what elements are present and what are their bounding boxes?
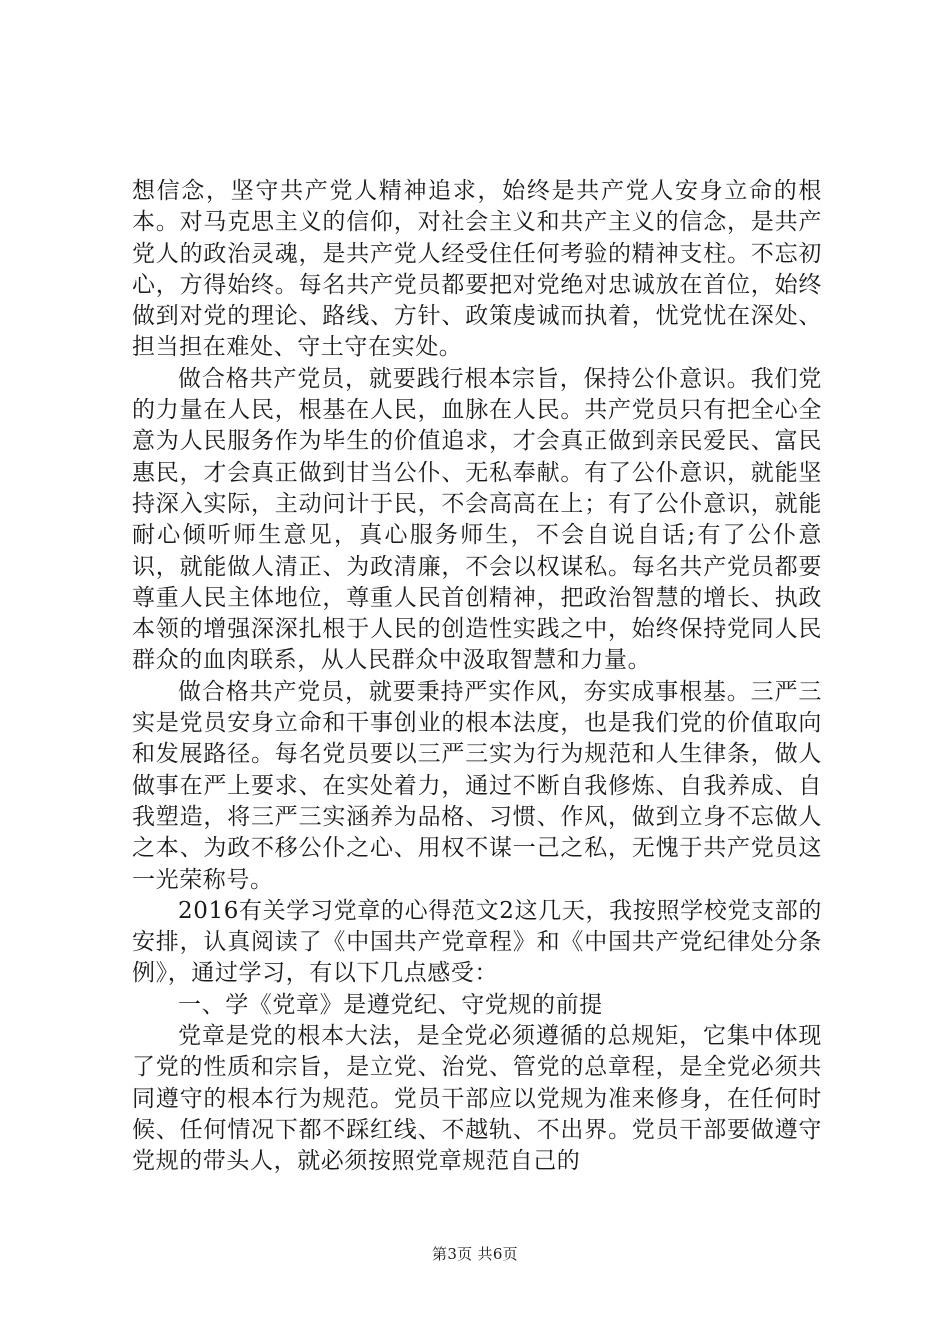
section-heading: 一、学《党章》是遵党纪、守党规的前提 — [178, 991, 603, 1018]
paragraph-4: 2016有关学习党章的心得范文2这几天，我按照学校党支部的安排，认真阅读了《中国共产党章程》和《中国共产党纪律处分条例》，通过学习，有以下几点感受： — [132, 897, 822, 987]
paragraph-1: 想信念，坚守共产党人精神追求，始终是共产党人安身立命的根本。对马克思主义的信仰，对社会主义和共产主义的信念，是共产党人的政治灵魂，是共产党人经受住任何考验的精神支柱。不忘初心，方得始终。每名共产党员都要把对党绝对忠诚放在首位，始终做到对党的理论、路线、方针、政策虔诚而执着，忧党忧在深处、担当担在难处、守土守在实处。 — [132, 178, 822, 361]
page-footer: 第3页 共6页 — [432, 1245, 518, 1263]
body-text — [132, 176, 822, 1178]
paragraph-2: 做合格共产党员，就要践行根本宗旨，保持公仆意识。我们党的力量在人民，根基在人民，血脉在人民。共产党员只有把全心全意为人民服务作为毕生的价值追求，才会真正做到亲民爱民、富民惠民，才会真正做到甘当公仆、无私奉献。有了公仆意识，就能坚持深入实际，主动问计于民，不会高高在上；有了公仆意识，就能耐心倾听师生意见，真心服务师生，不会自说自话;有了公仆意识，就能做人清正、为政清廉，不会以权谋私。每名共产党员都要尊重人民主体地位，尊重人民首创精神，把政治智慧的增长、执政本领的增强深深扎根于人民的创造性实践之中，始终保持党同人民群众的血肉联系，从人民群众中汲取智慧和力量。 — [132, 365, 822, 674]
paragraph-5: 党章是党的根本大法，是全党必须遵循的总规矩，它集中体现了党的性质和宗旨，是立党、治党、管党的总章程，是全党必须共同遵守的根本行为规范。党员干部应以党规为准来修身，在任何时候、任何情况下都不踩红线、不越轨、不出界。党员干部要做遵守党规的带头人，就必须按照党章规范自己的 — [132, 1023, 822, 1175]
paragraph-3: 做合格共产党员，就要秉持严实作风，夯实成事根基。三严三实是党员安身立命和干事创业的根本法度，也是我们党的价值取向和发展路径。每名党员要以三严三实为行为规范和人生律条，做人做事在严上要求、在实处着力，通过不断自我修炼、自我养成、自我塑造，将三严三实涵养为品格、习惯、作风，做到立身不忘做人之本、为政不移公仆之心、用权不谋一己之私，无愧于共产党员这一光荣称号。 — [132, 678, 822, 893]
